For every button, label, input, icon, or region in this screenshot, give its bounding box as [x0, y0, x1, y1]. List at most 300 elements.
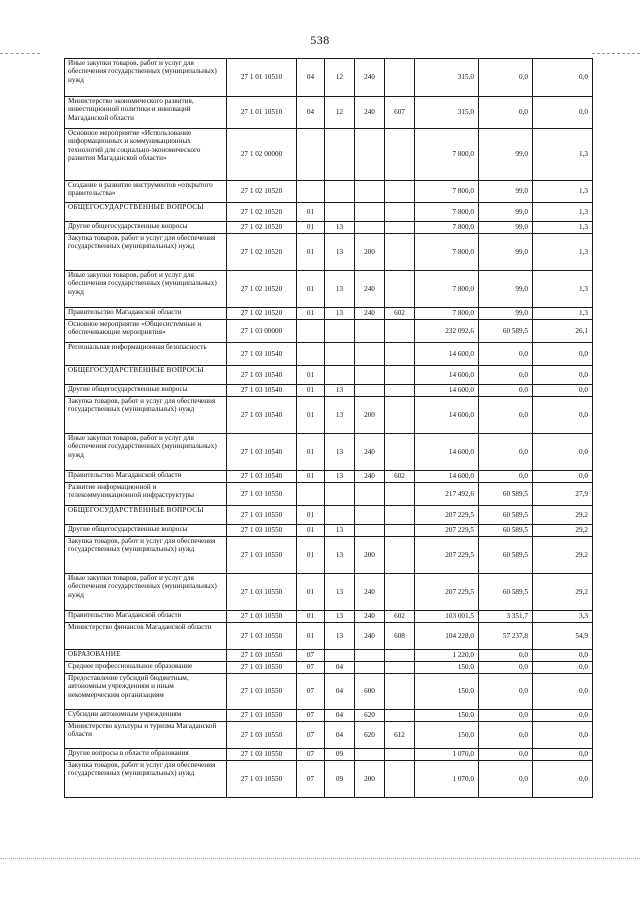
row-name: ОБЩЕГОСУДАРСТВЕННЫЕ ВОПРОСЫ [65, 366, 227, 385]
row-name: Министерство культуры и туризма Магаданской области [65, 722, 227, 749]
execution-percent: 0,0 [533, 749, 593, 761]
subsection-code: 13 [325, 537, 355, 574]
expense-type-code: 240 [355, 271, 385, 308]
execution-percent: 1,3 [533, 234, 593, 271]
row-name: Другие общегосударственные вопросы [65, 525, 227, 537]
administrator-code: 607 [385, 97, 415, 129]
section-code: 01 [297, 203, 325, 222]
row-name: Правительство Магаданской области [65, 308, 227, 320]
section-code: 01 [297, 506, 325, 525]
section-code: 07 [297, 761, 325, 798]
planned-amount: 14 600,0 [415, 397, 479, 434]
subsection-code: 13 [325, 234, 355, 271]
table-row [65, 674, 593, 710]
table-row [65, 537, 593, 574]
budget-table [64, 58, 593, 798]
executed-amount: 0,0 [479, 97, 533, 129]
expense-type-code [355, 343, 385, 366]
row-name: Развитие информационной и телекоммуникационной инфраструктуры [65, 483, 227, 506]
subsection-code: 13 [325, 397, 355, 434]
execution-percent: 29,2 [533, 537, 593, 574]
execution-percent: 0,0 [533, 434, 593, 471]
expense-type-code: 240 [355, 574, 385, 611]
planned-amount: 103 001,5 [415, 611, 479, 623]
planned-amount: 315,0 [415, 59, 479, 97]
table-row [65, 749, 593, 761]
target-article-code: 27 1 03 00000 [227, 320, 297, 343]
expense-type-code [355, 129, 385, 181]
executed-amount: 99,0 [479, 271, 533, 308]
expense-type-code: 620 [355, 710, 385, 722]
subsection-code [325, 343, 355, 366]
executed-amount: 0,0 [479, 385, 533, 397]
expense-type-code [355, 662, 385, 674]
executed-amount: 57 237,8 [479, 623, 533, 650]
expense-type-code [355, 203, 385, 222]
section-code: 07 [297, 722, 325, 749]
target-article-code: 27 1 03 10550 [227, 611, 297, 623]
executed-amount: 0,0 [479, 710, 533, 722]
expense-type-code [355, 506, 385, 525]
table-row [65, 710, 593, 722]
planned-amount: 14 600,0 [415, 343, 479, 366]
table-row [65, 722, 593, 749]
target-article-code: 27 1 02 10520 [227, 181, 297, 203]
execution-percent: 26,1 [533, 320, 593, 343]
subsection-code: 13 [325, 611, 355, 623]
section-code: 01 [297, 471, 325, 483]
planned-amount: 7 800,0 [415, 234, 479, 271]
table-row [65, 611, 593, 623]
executed-amount: 0,0 [479, 722, 533, 749]
table-row [65, 343, 593, 366]
subsection-code: 13 [325, 385, 355, 397]
expense-type-code [355, 181, 385, 203]
planned-amount: 14 600,0 [415, 366, 479, 385]
row-name: Закупка товаров, работ и услуг для обеспечения государственных (муниципальных) нужд [65, 234, 227, 271]
table-row [65, 471, 593, 483]
subsection-code: 04 [325, 722, 355, 749]
executed-amount: 60 589,5 [479, 574, 533, 611]
subsection-code [325, 320, 355, 343]
executed-amount: 0,0 [479, 59, 533, 97]
execution-percent: 0,0 [533, 385, 593, 397]
subsection-code: 09 [325, 761, 355, 798]
table-body [65, 59, 593, 798]
row-name: Иные закупки товаров, работ и услуг для обеспечения государственных (муниципальных) нужд [65, 434, 227, 471]
executed-amount: 0,0 [479, 471, 533, 483]
executed-amount: 99,0 [479, 129, 533, 181]
subsection-code: 12 [325, 97, 355, 129]
subsection-code: 13 [325, 434, 355, 471]
row-name: Субсидии автономным учреждениям [65, 710, 227, 722]
section-code: 07 [297, 650, 325, 662]
administrator-code [385, 761, 415, 798]
planned-amount: 14 600,0 [415, 385, 479, 397]
table-row [65, 97, 593, 129]
table-row [65, 761, 593, 798]
planned-amount: 150,0 [415, 710, 479, 722]
execution-percent: 0,0 [533, 471, 593, 483]
expense-type-code: 240 [355, 471, 385, 483]
table-row [65, 129, 593, 181]
execution-percent: 0,0 [533, 397, 593, 434]
administrator-code [385, 434, 415, 471]
planned-amount: 7 800,0 [415, 222, 479, 234]
administrator-code [385, 234, 415, 271]
subsection-code: 13 [325, 574, 355, 611]
expense-type-code: 600 [355, 674, 385, 710]
execution-percent: 1,3 [533, 271, 593, 308]
execution-percent: 0,0 [533, 343, 593, 366]
section-code [297, 343, 325, 366]
planned-amount: 207 229,5 [415, 574, 479, 611]
execution-percent: 0,0 [533, 366, 593, 385]
administrator-code [385, 181, 415, 203]
planned-amount: 1 070,0 [415, 761, 479, 798]
executed-amount: 3 351,7 [479, 611, 533, 623]
planned-amount: 7 800,0 [415, 203, 479, 222]
execution-percent: 1,3 [533, 308, 593, 320]
target-article-code: 27 1 01 10510 [227, 97, 297, 129]
section-code: 01 [297, 271, 325, 308]
row-name: ОБЩЕГОСУДАРСТВЕННЫЕ ВОПРОСЫ [65, 203, 227, 222]
table-row [65, 662, 593, 674]
executed-amount: 60 589,5 [479, 537, 533, 574]
section-code: 07 [297, 662, 325, 674]
page-number: 538 [310, 33, 330, 47]
expense-type-code: 240 [355, 59, 385, 97]
executed-amount: 0,0 [479, 749, 533, 761]
administrator-code [385, 574, 415, 611]
executed-amount: 0,0 [479, 343, 533, 366]
executed-amount: 0,0 [479, 366, 533, 385]
subsection-code: 13 [325, 271, 355, 308]
table-row [65, 483, 593, 506]
target-article-code: 27 1 02 10520 [227, 203, 297, 222]
expense-type-code: 240 [355, 623, 385, 650]
execution-percent: 54,9 [533, 623, 593, 650]
section-code: 07 [297, 674, 325, 710]
administrator-code [385, 222, 415, 234]
administrator-code [385, 343, 415, 366]
target-article-code: 27 1 02 10520 [227, 271, 297, 308]
target-article-code: 27 1 02 10520 [227, 222, 297, 234]
table-row [65, 506, 593, 525]
expense-type-code [355, 222, 385, 234]
section-code: 01 [297, 574, 325, 611]
expense-type-code: 200 [355, 234, 385, 271]
administrator-code [385, 650, 415, 662]
target-article-code: 27 1 02 10520 [227, 308, 297, 320]
planned-amount: 104 228,0 [415, 623, 479, 650]
target-article-code: 27 1 03 10540 [227, 397, 297, 434]
executed-amount: 60 589,5 [479, 320, 533, 343]
subsection-code: 13 [325, 222, 355, 234]
planned-amount: 7 800,0 [415, 271, 479, 308]
subsection-code: 13 [325, 623, 355, 650]
execution-percent: 0,0 [533, 662, 593, 674]
section-code: 01 [297, 537, 325, 574]
table-row [65, 234, 593, 271]
section-code: 01 [297, 611, 325, 623]
subsection-code: 12 [325, 59, 355, 97]
subsection-code: 13 [325, 471, 355, 483]
section-code: 07 [297, 710, 325, 722]
planned-amount: 315,0 [415, 97, 479, 129]
target-article-code: 27 1 03 10550 [227, 710, 297, 722]
administrator-code: 602 [385, 471, 415, 483]
executed-amount: 99,0 [479, 222, 533, 234]
administrator-code [385, 203, 415, 222]
planned-amount: 7 800,0 [415, 129, 479, 181]
subsection-code [325, 483, 355, 506]
row-name: Закупка товаров, работ и услуг для обеспечения государственных (муниципальных) нужд [65, 397, 227, 434]
target-article-code: 27 1 03 10550 [227, 662, 297, 674]
execution-percent: 0,0 [533, 761, 593, 798]
row-name: Предоставление субсидий бюджетным, автономным учреждениям и иным некоммерческим организациям [65, 674, 227, 710]
expense-type-code [355, 385, 385, 397]
table-row [65, 397, 593, 434]
subsection-code [325, 366, 355, 385]
section-code: 01 [297, 623, 325, 650]
subsection-code: 13 [325, 308, 355, 320]
execution-percent: 3,3 [533, 611, 593, 623]
section-code: 01 [297, 234, 325, 271]
table-row [65, 525, 593, 537]
administrator-code [385, 662, 415, 674]
planned-amount: 232 092,6 [415, 320, 479, 343]
administrator-code: 602 [385, 611, 415, 623]
row-name: Иные закупки товаров, работ и услуг для обеспечения государственных (муниципальных) нужд [65, 574, 227, 611]
row-name: Другие общегосударственные вопросы [65, 385, 227, 397]
target-article-code: 27 1 03 10550 [227, 483, 297, 506]
target-article-code: 27 1 03 10540 [227, 471, 297, 483]
target-article-code: 27 1 03 10550 [227, 525, 297, 537]
administrator-code [385, 483, 415, 506]
executed-amount: 0,0 [479, 397, 533, 434]
executed-amount: 99,0 [479, 203, 533, 222]
execution-percent: 0,0 [533, 650, 593, 662]
administrator-code [385, 366, 415, 385]
administrator-code [385, 397, 415, 434]
subsection-code: 13 [325, 525, 355, 537]
table-row [65, 203, 593, 222]
section-code [297, 181, 325, 203]
table-row [65, 385, 593, 397]
administrator-code [385, 537, 415, 574]
section-code: 01 [297, 308, 325, 320]
section-code [297, 129, 325, 181]
planned-amount: 150,0 [415, 662, 479, 674]
execution-percent: 1,3 [533, 181, 593, 203]
section-code [297, 320, 325, 343]
subsection-code [325, 650, 355, 662]
target-article-code: 27 1 03 10550 [227, 650, 297, 662]
executed-amount: 0,0 [479, 761, 533, 798]
row-name: Региональная информационная безопасность [65, 343, 227, 366]
executed-amount: 0,0 [479, 434, 533, 471]
planned-amount: 150,0 [415, 722, 479, 749]
row-name: ОБРАЗОВАНИЕ [65, 650, 227, 662]
execution-percent: 1,3 [533, 203, 593, 222]
bottom-dotted-rule [0, 858, 640, 859]
table-row [65, 574, 593, 611]
section-code: 04 [297, 59, 325, 97]
expense-type-code [355, 483, 385, 506]
expense-type-code: 620 [355, 722, 385, 749]
expense-type-code: 240 [355, 611, 385, 623]
planned-amount: 7 800,0 [415, 181, 479, 203]
row-name: ОБЩЕГОСУДАРСТВЕННЫЕ ВОПРОСЫ [65, 506, 227, 525]
target-article-code: 27 1 03 10540 [227, 385, 297, 397]
subsection-code: 04 [325, 710, 355, 722]
executed-amount: 99,0 [479, 234, 533, 271]
executed-amount: 0,0 [479, 662, 533, 674]
row-name: Министерство экономического развития, инвестиционной политики и инноваций Магаданской области [65, 97, 227, 129]
top-dashed-rule-right [592, 53, 640, 54]
administrator-code: 612 [385, 722, 415, 749]
executed-amount: 0,0 [479, 650, 533, 662]
administrator-code [385, 271, 415, 308]
row-name: Основное мероприятие «Общесистемные и обеспечивающие мероприятия» [65, 320, 227, 343]
planned-amount: 1 220,0 [415, 650, 479, 662]
expense-type-code [355, 320, 385, 343]
target-article-code: 27 1 02 00000 [227, 129, 297, 181]
execution-percent: 0,0 [533, 710, 593, 722]
executed-amount: 60 589,5 [479, 483, 533, 506]
administrator-code [385, 710, 415, 722]
row-name: Среднее профессиональное образование [65, 662, 227, 674]
expense-type-code: 200 [355, 537, 385, 574]
administrator-code [385, 129, 415, 181]
expense-type-code: 200 [355, 397, 385, 434]
subsection-code [325, 203, 355, 222]
administrator-code [385, 59, 415, 97]
planned-amount: 7 800,0 [415, 308, 479, 320]
target-article-code: 27 1 03 10550 [227, 761, 297, 798]
target-article-code: 27 1 03 10550 [227, 506, 297, 525]
table-row [65, 320, 593, 343]
administrator-code: 608 [385, 623, 415, 650]
execution-percent: 0,0 [533, 722, 593, 749]
target-article-code: 27 1 02 10520 [227, 234, 297, 271]
subsection-code: 04 [325, 662, 355, 674]
row-name: Основное мероприятие «Использование информационных и коммуникационных технологий для социально-экономического развития Магаданской области» [65, 129, 227, 181]
section-code: 01 [297, 385, 325, 397]
section-code: 01 [297, 366, 325, 385]
row-name: Министерство финансов Магаданской области [65, 623, 227, 650]
execution-percent: 1,3 [533, 222, 593, 234]
planned-amount: 1 070,0 [415, 749, 479, 761]
section-code: 01 [297, 434, 325, 471]
section-code: 07 [297, 749, 325, 761]
target-article-code: 27 1 01 10510 [227, 59, 297, 97]
execution-percent: 29,2 [533, 525, 593, 537]
expense-type-code: 240 [355, 308, 385, 320]
expense-type-code [355, 525, 385, 537]
row-name: Другие вопросы в области образования [65, 749, 227, 761]
table-row [65, 623, 593, 650]
target-article-code: 27 1 03 10540 [227, 366, 297, 385]
execution-percent: 0,0 [533, 97, 593, 129]
execution-percent: 0,0 [533, 674, 593, 710]
table-row [65, 308, 593, 320]
target-article-code: 27 1 03 10550 [227, 674, 297, 710]
table-row [65, 434, 593, 471]
expense-type-code: 240 [355, 434, 385, 471]
subsection-code [325, 129, 355, 181]
administrator-code: 602 [385, 308, 415, 320]
target-article-code: 27 1 03 10540 [227, 343, 297, 366]
administrator-code [385, 385, 415, 397]
executed-amount: 99,0 [479, 308, 533, 320]
section-code: 04 [297, 97, 325, 129]
row-name: Закупка товаров, работ и услуг для обеспечения государственных (муниципальных) нужд [65, 537, 227, 574]
planned-amount: 207 229,5 [415, 525, 479, 537]
administrator-code [385, 320, 415, 343]
administrator-code [385, 525, 415, 537]
table-row [65, 366, 593, 385]
target-article-code: 27 1 03 10550 [227, 749, 297, 761]
executed-amount: 60 589,5 [479, 506, 533, 525]
execution-percent: 29,2 [533, 574, 593, 611]
section-code: 01 [297, 525, 325, 537]
planned-amount: 207 229,5 [415, 537, 479, 574]
row-name: Иные закупки товаров, работ и услуг для обеспечения государственных (муниципальных) нужд [65, 271, 227, 308]
target-article-code: 27 1 03 10540 [227, 434, 297, 471]
target-article-code: 27 1 03 10550 [227, 722, 297, 749]
execution-percent: 1,3 [533, 129, 593, 181]
table-row [65, 222, 593, 234]
table-row [65, 650, 593, 662]
top-dashed-rule-left [0, 53, 40, 54]
subsection-code [325, 506, 355, 525]
expense-type-code [355, 650, 385, 662]
row-name: Иные закупки товаров, работ и услуг для обеспечения государственных (муниципальных) нужд [65, 59, 227, 97]
administrator-code [385, 674, 415, 710]
row-name: Другие общегосударственные вопросы [65, 222, 227, 234]
row-name: Создание и развитие инструментов «открытого правительства» [65, 181, 227, 203]
planned-amount: 150,0 [415, 674, 479, 710]
executed-amount: 99,0 [479, 181, 533, 203]
table-row [65, 59, 593, 97]
target-article-code: 27 1 03 10550 [227, 574, 297, 611]
subsection-code: 04 [325, 674, 355, 710]
target-article-code: 27 1 03 10550 [227, 623, 297, 650]
expense-type-code: 240 [355, 97, 385, 129]
section-code [297, 483, 325, 506]
planned-amount: 207 229,5 [415, 506, 479, 525]
subsection-code: 09 [325, 749, 355, 761]
expense-type-code [355, 749, 385, 761]
execution-percent: 0,0 [533, 59, 593, 97]
section-code: 01 [297, 222, 325, 234]
row-name: Правительство Магаданской области [65, 611, 227, 623]
planned-amount: 217 492,6 [415, 483, 479, 506]
expense-type-code [355, 366, 385, 385]
row-name: Правительство Магаданской области [65, 471, 227, 483]
execution-percent: 29,2 [533, 506, 593, 525]
administrator-code [385, 749, 415, 761]
planned-amount: 14 600,0 [415, 434, 479, 471]
administrator-code [385, 506, 415, 525]
execution-percent: 27,9 [533, 483, 593, 506]
section-code: 01 [297, 397, 325, 434]
executed-amount: 0,0 [479, 674, 533, 710]
executed-amount: 60 589,5 [479, 525, 533, 537]
table-row [65, 181, 593, 203]
